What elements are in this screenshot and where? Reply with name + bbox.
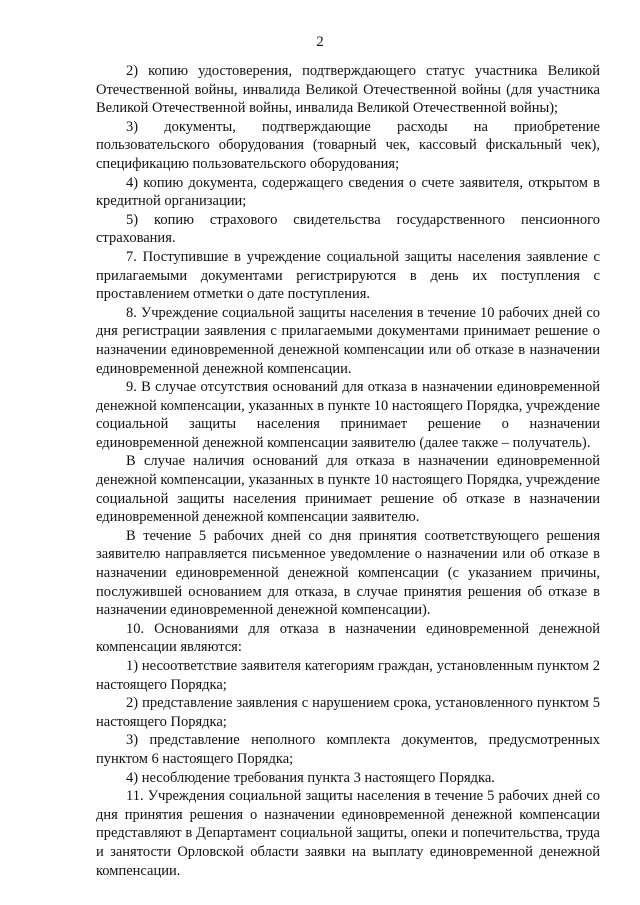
paragraph-clause-10-item-2: 2) представление заявления с нарушением срока, установленного пунктом 5 настоящего Порядка; bbox=[96, 695, 600, 730]
paragraph-clause-10-item-3: 3) представление неполного комплекта документов, предусмотренных пунктом 6 настоящего Порядка; bbox=[96, 732, 600, 767]
paragraph-item-4: 4) копию документа, содержащего сведения о счете заявителя, открытом в кредитной организации; bbox=[96, 174, 600, 210]
paragraph-item-2: 2) копию удостоверения, подтверждающего статус участника Великой Отечественной войны, инвалида Великой Отечественной войны (для участника Великой Отечественной войны, инвалида Великой Отечественной войны); bbox=[96, 63, 600, 117]
document-body bbox=[96, 62, 600, 880]
paragraph-item-5: 5) копию страхового свидетельства государственного пенсионного страхования. bbox=[96, 211, 600, 247]
paragraph-item-3: 3) документы, подтверждающие расходы на приобретение пользовательского оборудования (товарный чек, кассовый фискальный чек), спецификацию пользовательского оборудования; bbox=[96, 118, 600, 172]
paragraph-clause-10: 10. Основаниями для отказа в назначении единовременной денежной компенсации являются: bbox=[96, 620, 600, 656]
paragraph-clause-8: 8. Учреждение социальной защиты населения в течение 10 рабочих дней со дня регистрации заявления с прилагаемыми документами принимает решение о назначении единовременной денежной компенсации или об отказе в назначении единовременной денежной компенсации. bbox=[96, 304, 600, 377]
paragraph-clause-11: 11. Учреждения социальной защиты населения в течение 5 рабочих дней со дня принятия решения о назначении единовременной денежной компенсации представляют в Департамент социальной защиты, опеки и попечительства, труда и занятости Орловской области заявки на выплату единовременной денежной компенсации. bbox=[96, 788, 600, 879]
paragraph-clause-9-notification: В течение 5 рабочих дней со дня принятия соответствующего решения заявителю направляется письменное уведомление о назначении или об отказе в назначении единовременной денежной компенсации (с указанием причины, послужившей основанием для отказа, в случае принятия решения об отказе в назначении единовременной денежной компенсации). bbox=[96, 527, 600, 619]
paragraph-clause-10-item-4: 4) несоблюдение требования пункта 3 настоящего Порядка. bbox=[126, 769, 495, 786]
paragraph-clause-7: 7. Поступившие в учреждение социальной защиты населения заявление с прилагаемыми документами регистрируются в день их поступления с проставлением отметки о дате поступления. bbox=[96, 248, 600, 303]
paragraph-clause-9-refusal: В случае наличия оснований для отказа в назначении единовременной денежной компенсации, указанных в пункте 10 настоящего Порядка, учреждение социальной защиты населения принимает решение об отказе в назначении единовременной денежной компенсации заявителю. bbox=[96, 453, 600, 526]
page-number: 2 bbox=[316, 34, 324, 50]
paragraph-clause-9: 9. В случае отсутствия оснований для отказа в назначении единовременной денежной компенсации, указанных в пункте 10 настоящего Порядка, учреждение социальной защиты населения принимает решение о назначении единовременной денежной компенсации заявителю (далее также – получатель). bbox=[96, 379, 600, 451]
paragraph-clause-10-item-1: 1) несоответствие заявителя категориям граждан, установленным пунктом 2 настоящего Порядка; bbox=[96, 658, 600, 693]
